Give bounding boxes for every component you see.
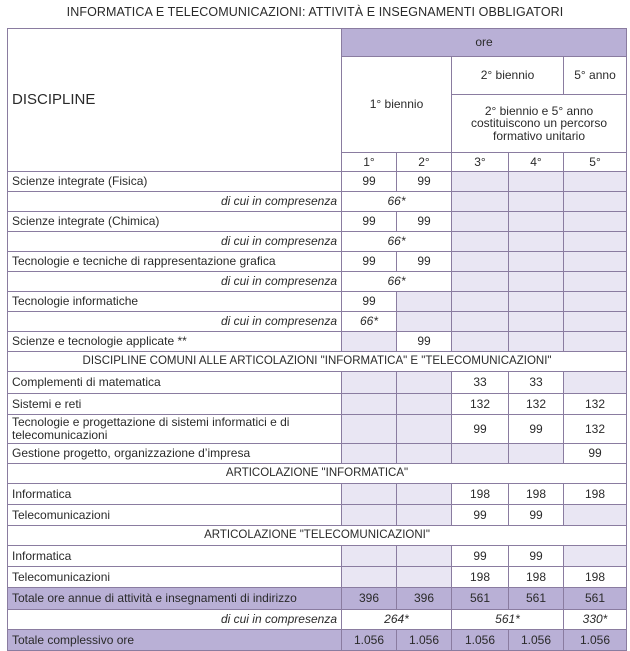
row-label: Tecnologie informatiche (8, 292, 342, 312)
discipline-header: DISCIPLINE (8, 29, 342, 172)
page-title: INFORMATICA E TELECOMUNICAZIONI: ATTIVITÀ E INSEGNAMENTI OBBLIGATORI (66, 5, 564, 19)
row-label: Informatica (8, 484, 342, 505)
empty-cell (342, 484, 397, 505)
empty-cell (342, 505, 397, 526)
row-label: Gestione progetto, organizzazione d’impresa (8, 444, 342, 464)
empty-cell (452, 172, 509, 192)
empty-cell (397, 505, 452, 526)
empty-cell (509, 252, 564, 272)
cell-value: 1.056 (342, 630, 397, 651)
empty-cell (342, 394, 397, 415)
table-row (8, 312, 627, 332)
percorso-note: 2° biennio e 5° anno costituiscono un percorso formativo unitario (452, 95, 627, 153)
row-label: Scienze integrate (Chimica) (8, 212, 342, 232)
cell-value: 99 (397, 332, 452, 352)
cell-value: 264* (342, 610, 452, 630)
empty-cell (452, 272, 509, 292)
empty-cell (564, 332, 627, 352)
empty-cell (509, 172, 564, 192)
cell-value: 99 (452, 505, 509, 526)
cell-value: 99 (564, 444, 627, 464)
empty-cell (564, 272, 627, 292)
cell-value: 396 (342, 588, 397, 610)
cell-value: 132 (452, 394, 509, 415)
empty-cell (564, 292, 627, 312)
empty-cell (397, 546, 452, 567)
empty-cell (564, 372, 627, 394)
row-label: di cui in compresenza (8, 272, 342, 292)
table-row (8, 444, 627, 464)
empty-cell (452, 252, 509, 272)
empty-cell (342, 372, 397, 394)
empty-cell (564, 172, 627, 192)
table-row (8, 394, 627, 415)
row-label: Scienze integrate (Fisica) (8, 172, 342, 192)
cell-value: 99 (397, 212, 452, 232)
table-row (8, 610, 627, 630)
cell-value: 66* (342, 272, 452, 292)
empty-cell (452, 212, 509, 232)
year-2-header: 2° (397, 153, 452, 172)
empty-cell (342, 415, 397, 444)
cell-value: 561 (509, 588, 564, 610)
table-row (8, 372, 627, 394)
cell-value: 99 (342, 172, 397, 192)
row-label: di cui in compresenza (8, 610, 342, 630)
empty-cell (397, 394, 452, 415)
empty-cell (397, 444, 452, 464)
row-label: Informatica (8, 546, 342, 567)
row-label: Totale ore annue di attività e insegnamenti di indirizzo (8, 588, 342, 610)
empty-cell (564, 192, 627, 212)
empty-cell (509, 192, 564, 212)
empty-cell (397, 484, 452, 505)
row-label: Sistemi e reti (8, 394, 342, 415)
cell-value: 99 (342, 212, 397, 232)
cell-value: 198 (509, 567, 564, 588)
empty-cell (564, 232, 627, 252)
cell-value: 132 (564, 415, 627, 444)
year-5-header: 5° (564, 153, 627, 172)
cell-value: 99 (397, 252, 452, 272)
table-row (8, 292, 627, 312)
empty-cell (509, 272, 564, 292)
empty-cell (564, 252, 627, 272)
cell-value: 99 (509, 415, 564, 444)
table-row (8, 232, 627, 252)
section-header-informatica: ARTICOLAZIONE "INFORMATICA" (8, 464, 627, 484)
quinto-anno-header: 5° anno (564, 57, 627, 95)
empty-cell (342, 444, 397, 464)
empty-cell (509, 444, 564, 464)
cell-value: 561 (564, 588, 627, 610)
cell-value: 99 (452, 546, 509, 567)
table-row (8, 192, 627, 212)
cell-value: 1.056 (397, 630, 452, 651)
row-label: Totale complessivo ore (8, 630, 342, 651)
empty-cell (564, 546, 627, 567)
cell-value: 198 (564, 567, 627, 588)
empty-cell (509, 292, 564, 312)
row-label: Telecomunicazioni (8, 505, 342, 526)
section-header-comuni: DISCIPLINE COMUNI ALLE ARTICOLAZIONI "INFORMATICA" E "TELECOMUNICAZIONI" (8, 352, 627, 372)
total-row (8, 630, 627, 651)
empty-cell (509, 332, 564, 352)
empty-cell (397, 312, 452, 332)
empty-cell (452, 444, 509, 464)
empty-cell (452, 232, 509, 252)
cell-value: 132 (564, 394, 627, 415)
row-label: di cui in compresenza (8, 312, 342, 332)
secondo-biennio-header: 2° biennio (452, 57, 564, 95)
table-row (8, 212, 627, 232)
year-4-header: 4° (509, 153, 564, 172)
cell-value: 330* (564, 610, 627, 630)
table-row (8, 172, 627, 192)
table-row (8, 332, 627, 352)
cell-value: 198 (509, 484, 564, 505)
curriculum-table (7, 28, 627, 651)
cell-value: 99 (452, 415, 509, 444)
empty-cell (509, 312, 564, 332)
empty-cell (342, 546, 397, 567)
cell-value: 99 (342, 252, 397, 272)
empty-cell (342, 332, 397, 352)
row-label: Telecomunicazioni (8, 567, 342, 588)
empty-cell (509, 212, 564, 232)
cell-value: 561* (452, 610, 564, 630)
empty-cell (564, 212, 627, 232)
cell-value: 1.056 (452, 630, 509, 651)
row-label: di cui in compresenza (8, 192, 342, 212)
empty-cell (397, 567, 452, 588)
cell-value: 33 (509, 372, 564, 394)
row-label: Complementi di matematica (8, 372, 342, 394)
row-label: Tecnologie e progettazione di sistemi informatici e di telecomunicazioni (8, 415, 342, 444)
row-label: di cui in compresenza (8, 232, 342, 252)
cell-value: 99 (397, 172, 452, 192)
cell-value: 561 (452, 588, 509, 610)
cell-value: 396 (397, 588, 452, 610)
cell-value: 198 (452, 567, 509, 588)
table-row (8, 505, 627, 526)
cell-value: 99 (342, 292, 397, 312)
section-header-telecomunicazioni: ARTICOLAZIONE "TELECOMUNICAZIONI" (8, 526, 627, 546)
empty-cell (397, 372, 452, 394)
empty-cell (509, 232, 564, 252)
year-3-header: 3° (452, 153, 509, 172)
empty-cell (564, 505, 627, 526)
table-row (8, 484, 627, 505)
cell-value: 33 (452, 372, 509, 394)
row-label: Tecnologie e tecniche di rappresentazione grafica (8, 252, 342, 272)
table-row (8, 546, 627, 567)
cell-value: 66* (342, 232, 452, 252)
cell-value: 132 (509, 394, 564, 415)
cell-value: 66* (342, 192, 452, 212)
primo-biennio-header: 1° biennio (342, 57, 452, 153)
cell-value: 99 (509, 546, 564, 567)
table-row (8, 272, 627, 292)
empty-cell (452, 192, 509, 212)
year-1-header: 1° (342, 153, 397, 172)
cell-value: 66* (342, 312, 397, 332)
cell-value: 198 (452, 484, 509, 505)
empty-cell (342, 567, 397, 588)
table-row (8, 415, 627, 444)
cell-value: 1.056 (509, 630, 564, 651)
empty-cell (397, 292, 452, 312)
empty-cell (397, 415, 452, 444)
total-row (8, 588, 627, 610)
empty-cell (452, 292, 509, 312)
row-label: Scienze e tecnologie applicate ** (8, 332, 342, 352)
empty-cell (452, 332, 509, 352)
empty-cell (564, 312, 627, 332)
table-row (8, 252, 627, 272)
cell-value: 198 (564, 484, 627, 505)
empty-cell (452, 312, 509, 332)
ore-header: ore (342, 29, 627, 57)
table-row (8, 567, 627, 588)
cell-value: 99 (509, 505, 564, 526)
cell-value: 1.056 (564, 630, 627, 651)
